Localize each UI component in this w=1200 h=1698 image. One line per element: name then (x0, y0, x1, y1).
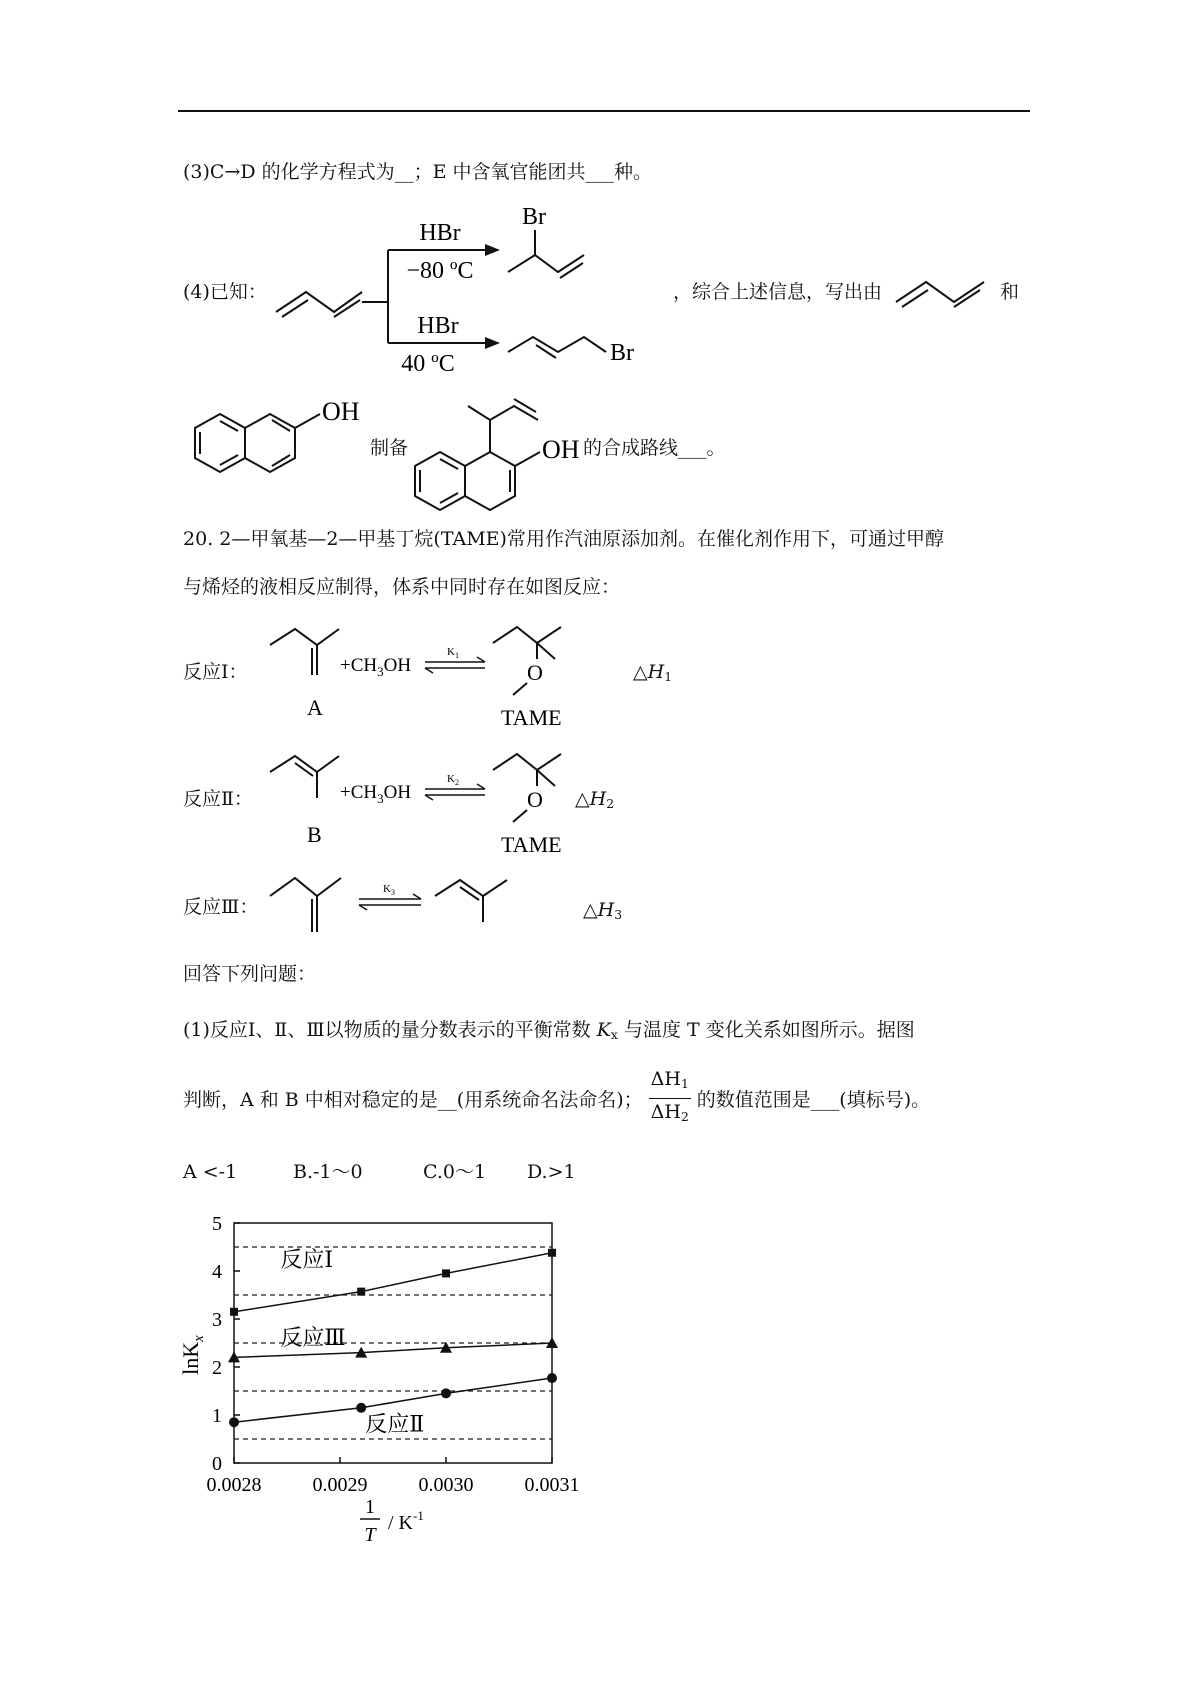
x-tick-label-0.0031: 0.0031 (524, 1474, 580, 1496)
option-c: C.0～1 (423, 1161, 487, 1183)
question-4-prefix: (4)已知： (183, 281, 267, 303)
butadiene-hbr-scheme (270, 200, 690, 380)
species-b-structure-r3 (435, 880, 483, 922)
answer-intro: 回答下列问题： (183, 963, 317, 985)
series-label-1: 反应Ⅲ (280, 1325, 346, 1351)
naphthol-structure (180, 392, 370, 502)
reaction-3-enthalpy: $\triangle H_3$ (583, 899, 623, 923)
tame-label-2: TAME (501, 832, 562, 857)
tame-label-1: TAME (501, 705, 562, 730)
y-tick-label-5: 5 (212, 1213, 222, 1235)
y-tick-label-2: 2 (212, 1357, 222, 1379)
butadiene-structure (276, 292, 362, 312)
product-2-br: Br (610, 340, 634, 366)
series-2-point-0 (229, 1417, 239, 1427)
question-20-line-2: 与烯烃的液相反应制得，体系中同时存在如图反应： (183, 576, 621, 598)
condition-top: −80 ºC (406, 258, 474, 284)
reaction-2-reagent: $+CH_3OH$ (340, 782, 412, 806)
axis-ticks (207, 1213, 580, 1496)
delta-h-fraction: $\frac{\Delta H_1}{\Delta H_2}$ (650, 1068, 689, 1124)
butadiene-structure-2 (892, 268, 992, 308)
k1-label: $K_1$ (447, 646, 459, 660)
arrow-head-top (485, 244, 500, 256)
reaction-2-label: 反应Ⅱ： (183, 788, 253, 810)
tame-structure-1 (493, 627, 537, 659)
option-a: A <-1 (183, 1161, 238, 1183)
series-2-point-2 (441, 1388, 451, 1398)
reaction-1-label: 反应Ⅰ： (183, 661, 248, 683)
question-4-and: 和 (1000, 281, 1020, 303)
reaction-2-scheme (265, 742, 685, 862)
condition-bottom: 40 ºC (401, 351, 455, 377)
species-a-structure (270, 629, 339, 645)
series-0-point-1 (357, 1288, 365, 1296)
x-tick-label-0.0028: 0.0028 (206, 1474, 262, 1496)
reaction-3-label: 反应Ⅲ： (183, 896, 259, 918)
series-label-0: 反应Ⅰ (280, 1247, 334, 1272)
arrow-head-bottom (485, 337, 500, 349)
reagent-top: HBr (419, 220, 461, 246)
reaction-2-enthalpy: $\triangle H_2$ (575, 788, 615, 812)
series-0-point-0 (230, 1308, 238, 1316)
ether-o-2: O (527, 787, 543, 812)
oh-label-2: OH (542, 435, 580, 464)
reaction-1-scheme (265, 615, 685, 735)
series-label-2: 反应Ⅱ (365, 1411, 425, 1437)
reaction-1-reagent: $+CH_3OH$ (340, 655, 412, 679)
y-tick-label-3: 3 (212, 1309, 222, 1331)
species-b-structure (270, 756, 317, 798)
x-tick-label-0.0029: 0.0029 (312, 1474, 368, 1496)
species-a-structure-r3 (270, 878, 341, 896)
species-b-label: B (307, 822, 322, 847)
header-rule (178, 110, 1030, 112)
question-4-make: 制备 (370, 437, 409, 459)
data-series (228, 1249, 558, 1427)
option-d: D.>1 (527, 1161, 576, 1183)
part-1-line-2: 判断，A 和 B 中相对稳定的是__(用系统命名法命名)； $\frac{\Delta H_1}{\Delta H_2}$ 的数值范围是___(填标号)。 (183, 1068, 930, 1128)
y-tick-label-0: 0 (212, 1453, 222, 1475)
y-tick-label-1: 1 (212, 1405, 222, 1427)
species-a-label: A (307, 695, 323, 720)
ether-o-1: O (527, 660, 543, 685)
question-4-middle: ，综合上述信息，写出由 (673, 281, 883, 303)
reaction-3-scheme (265, 860, 525, 940)
question-20-line-1: 20. 2—甲氧基—2—甲基丁烷(TAME)常用作汽油原添加剂。在催化剂作用下，可通过甲醇 (183, 528, 944, 550)
x-axis-label-numerator: 1 (365, 1496, 375, 1518)
series-0-point-3 (548, 1249, 556, 1257)
x-tick-label-0.0030: 0.0030 (418, 1474, 474, 1496)
product-1-br: Br (522, 204, 546, 230)
product-2-structure (508, 337, 606, 352)
target-naphthol-structure (410, 390, 610, 520)
y-tick-label-4: 4 (212, 1261, 222, 1283)
oh-label-1: OH (322, 397, 360, 426)
option-b: B.-1～0 (293, 1161, 363, 1183)
x-axis-label-denominator: T (364, 1524, 376, 1545)
reagent-bottom: HBr (417, 313, 459, 339)
series-0-point-2 (442, 1269, 450, 1277)
lnkx-vs-inverse-t-chart (170, 1205, 580, 1545)
y-axis-label: lnK$_x$ (178, 1335, 207, 1375)
reaction-1-enthalpy: $\triangle H_1$ (633, 661, 673, 685)
question-4-end: 的合成路线___。 (583, 437, 726, 459)
k2-label: $K_2$ (447, 773, 459, 787)
part-1-line-1: (1)反应Ⅰ、Ⅱ、Ⅲ以物质的量分数表示的平衡常数 $K_x$ 与温度 T 变化关系如图所示。据图 (183, 1019, 915, 1043)
x-axis-label-unit: / $K^{-1}$ (388, 1508, 424, 1534)
k3-label: $K_3$ (383, 883, 395, 897)
question-3-text: (3)C→D 的化学方程式为__；E 中含氧官能团共___种。 (183, 161, 653, 183)
tame-structure-2 (493, 754, 537, 786)
series-2-point-3 (547, 1373, 557, 1383)
